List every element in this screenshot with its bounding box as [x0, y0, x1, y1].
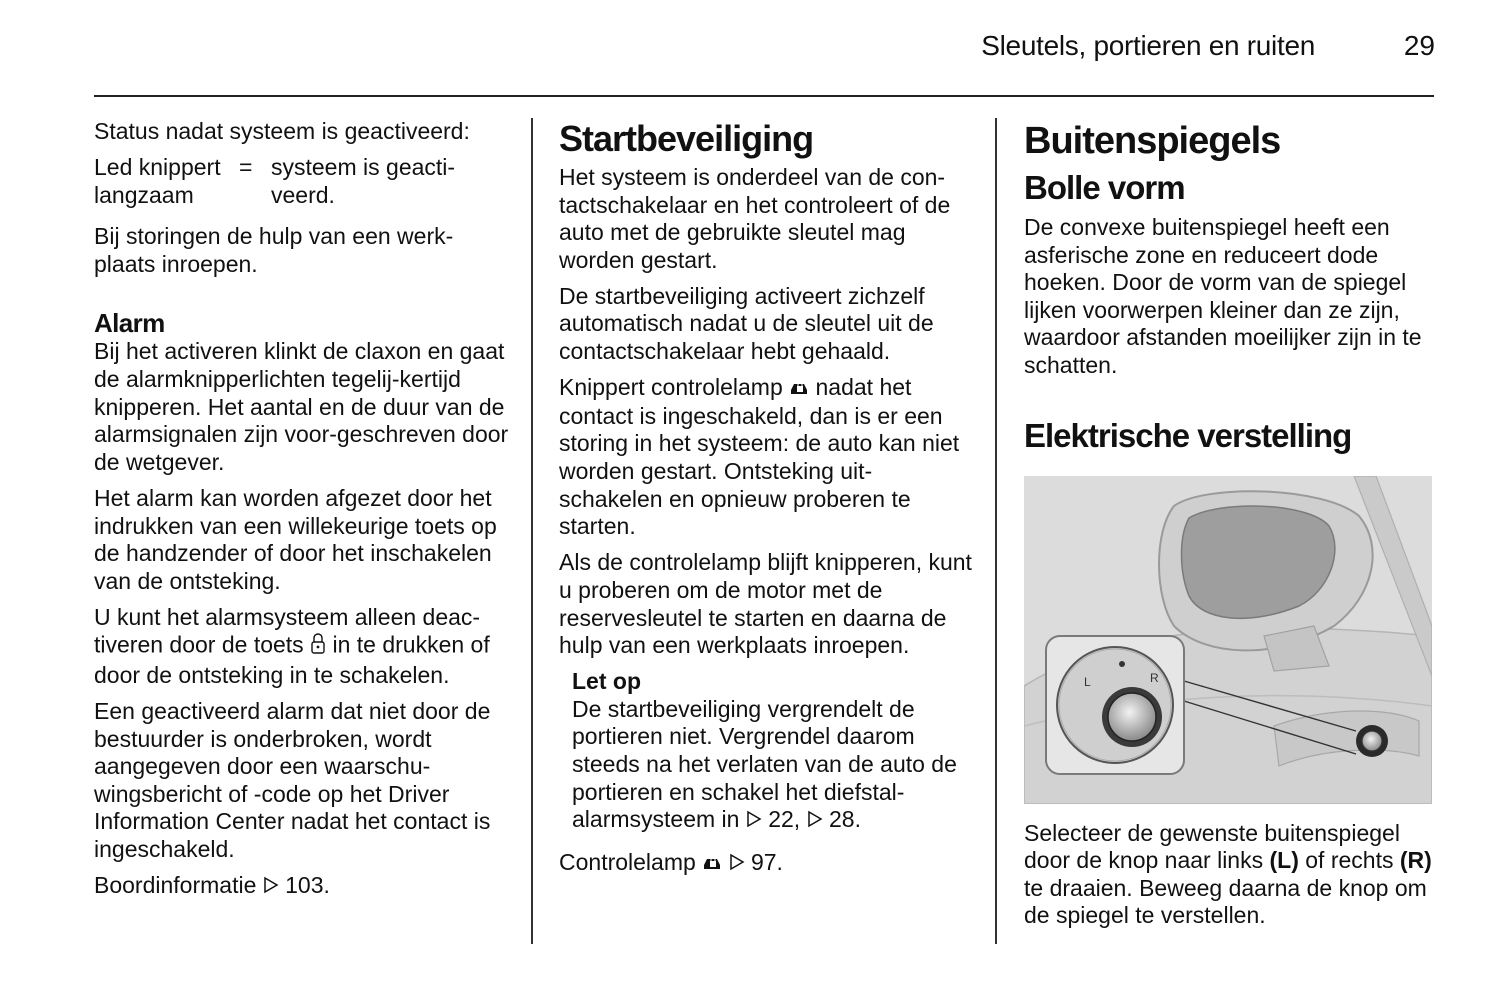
page-reference-arrow-icon — [746, 807, 762, 835]
storing-paragraph: Bij storingen de hulp van een werk-plaats inroepen. — [94, 223, 454, 277]
bolle-vorm-heading: Bolle vorm — [1024, 169, 1185, 206]
controlelamp-reference: Controlelamp 97. — [559, 849, 974, 878]
column-right — [1024, 118, 1439, 938]
elektrische-verstelling-heading: Elektrische verstelling — [1024, 416, 1352, 454]
mirror-adjustment-figure — [1024, 476, 1432, 804]
alarm-paragraph-4: Een geactiveerd alarm dat niet door de bestuurder is onderbroken, wordt aangegeven door een waarschu-wingsbericht of -code op het Driver Information Center nadat het contact is ingeschakeld. — [94, 698, 491, 863]
equals-sign: = — [239, 154, 253, 181]
bolle-vorm-paragraph: De convexe buitenspiegel heeft een asferische zone en reduceert dode hoeken. Door de vorm van de spiegel lijken voorwerpen kleiner dan ze zijn, waardoor afstanden moeilijker zijn in te schatten. — [1024, 214, 1422, 378]
immobilizer-lamp-icon — [789, 375, 809, 403]
alarm-paragraph-1: Bij het activeren klinkt de claxon en gaat de alarmknipperlichten tegelij-kertijd knipperen. Het aantal en de duur van de alarmsignalen zijn voor-geschreven door de wetgever. — [94, 338, 509, 475]
led-term: Led knippert langzaam — [94, 154, 221, 208]
note-page-link-2[interactable]: 28. — [828, 806, 861, 833]
led-status-definition — [94, 154, 514, 209]
alarm-paragraph-3: U kunt het alarmsysteem alleen deac-tiveren door de toets in te drukken of door de ontsteking in te schakelen. — [94, 603, 490, 688]
svg-text:R: R — [1150, 670, 1159, 685]
immobilizer-lamp-icon — [702, 850, 722, 878]
column-divider-1 — [531, 118, 533, 944]
note-text: De startbeveiliging vergrendelt de portieren niet. Vergrendel daarom steeds na het verlaten van de auto de portieren en schakel het diefstal-alarmsysteem in 22, 28. — [572, 696, 974, 835]
startbeveiliging-heading: Startbeveiliging — [559, 118, 814, 159]
alarm-heading: Alarm — [94, 308, 165, 339]
page-reference-arrow-icon — [807, 807, 823, 835]
controlelamp-page-link[interactable]: 97. — [750, 848, 783, 875]
column-divider-2 — [995, 118, 997, 944]
alarm-paragraph-2: Het alarm kan worden afgezet door het indrukken van een willekeurige toets op de handzender of door het inschakelen van de ontsteking. — [94, 484, 497, 594]
boordinformatie-reference: Boordinformatie 103. — [94, 872, 514, 901]
column-middle — [559, 118, 974, 886]
startbeveiliging-paragraph-1: Het systeem is onderdeel van de con-tactschakelaar en het controleert of de auto met de gebruikte sleutel mag worden gestart. — [559, 164, 951, 273]
startbeveiliging-paragraph-3: Knippert controlelamp nadat het contact is ingeschakeld, dan is er een storing in het systeem: de auto kan niet worden gestart. Ontsteking uit-schakelen en opnieuw proberen te starten. — [559, 374, 960, 540]
boordinformatie-page-link[interactable]: 103. — [285, 872, 330, 899]
left-label: (L) — [1269, 847, 1299, 874]
status-intro: Status nadat systeem is geactiveerd: — [94, 118, 470, 144]
startbeveiliging-paragraph-4: Als de controlelamp blijft knipperen, kunt u proberen om de motor met de reservesleutel te starten en daarna de hulp van een werkplaats inroepen. — [559, 549, 972, 659]
header-rule — [94, 95, 1434, 97]
right-label: (R) — [1399, 847, 1432, 874]
elektrische-verstelling-paragraph: Selecteer de gewenste buitenspiegel door de knop naar links (L) of rechts (R) te draaien. Beweeg daarna de knop om de spiegel te verstellen. — [1024, 819, 1432, 929]
note-title: Let op — [572, 668, 641, 695]
startbeveiliging-paragraph-2: De startbeveiliging activeert zichzelf automatisch nadat u de sleutel uit de contactschakelaar hebt gehaald. — [559, 282, 934, 365]
mirror-control-illustration — [1024, 476, 1432, 804]
led-description: systeem is geacti-veerd. — [271, 154, 456, 208]
buitenspiegels-heading: Buitenspiegels — [1024, 120, 1281, 162]
lock-button-icon — [310, 631, 326, 662]
note-block — [572, 668, 974, 835]
note-page-link-1[interactable]: 22, — [768, 806, 801, 833]
column-left — [94, 118, 514, 909]
svg-text:L: L — [1084, 674, 1091, 689]
page-number: 29 — [1403, 30, 1435, 61]
page-reference-arrow-icon — [263, 873, 279, 901]
page-reference-arrow-icon — [729, 850, 745, 878]
header-title: Sleutels, portieren en ruiten — [981, 30, 1315, 61]
